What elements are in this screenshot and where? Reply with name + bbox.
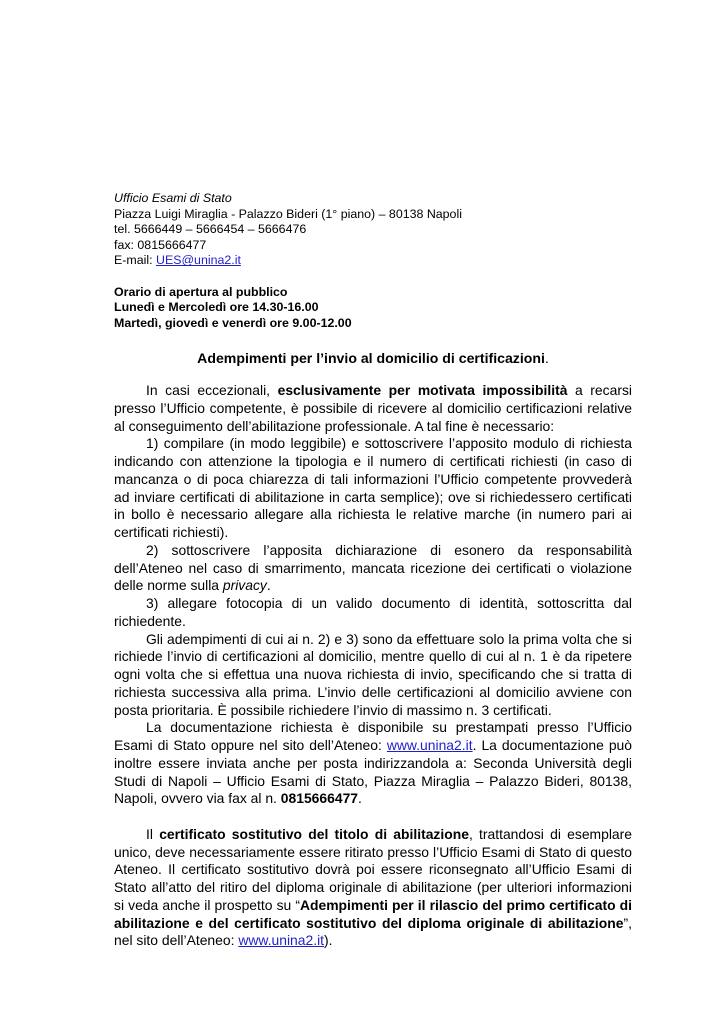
text-run: 2) sottoscrivere l’apposita dichiarazione di esonero da responsabilità dell’Ateneo nel caso di smarrimento, mancata ricezione dei certificati o violazione delle norme sulla — [114, 541, 632, 594]
hours-line-2: Martedì, giovedì e venerdì ore 9.00-12.00 — [114, 315, 352, 330]
text-run: ). — [324, 932, 333, 949]
text-run: . — [266, 577, 271, 594]
text-run: . — [358, 790, 362, 807]
paragraph-step-2 — [114, 542, 632, 595]
paragraph-step-3: 3) allegare fotocopia di un valido documento di identità, sottoscritta dal richiedente. — [114, 595, 632, 629]
office-phone: tel. 5666449 – 5666454 – 5666476 — [114, 222, 307, 237]
text-run: La documentazione richiesta è disponibile su prestampati presso l’Ufficio Esami di Stato oppure nel sito dell’Ateneo: — [114, 719, 632, 753]
hours-title: Orario di apertura al pubblico — [114, 284, 288, 299]
text-run: ”, nel sito dell’Ateneo: — [114, 914, 632, 949]
hours-line-1: Lunedì e Mercoledì ore 14.30-16.00 — [114, 300, 319, 315]
email-link[interactable]: UES@unina2.it — [156, 253, 241, 268]
text-run: . La documentazione può inoltre essere inviata anche per posta indirizzandola a: Seconda Università degli Studi di Napoli – Ufficio Esami di Stato, Piazza Miraglia – Palazzo Bideri, 80138, Napoli, ovvero via fax al n. — [114, 737, 633, 807]
office-fax: fax: 0815666477 — [114, 237, 207, 252]
paragraph-documentation — [114, 719, 632, 808]
email-label: E-mail: — [114, 253, 156, 268]
title-text: Adempimenti per l’invio al domicilio di certificazioni — [197, 350, 545, 366]
certificate-term: certificato sostitutivo del titolo di abilitazione — [159, 825, 469, 842]
text-run: In casi eccezionali, — [146, 382, 278, 398]
procedure-title: Adempimenti per il rilascio del primo certificato di abilitazione e del certificato sostitutivo del diploma originale di abilitazione — [114, 896, 632, 931]
office-email-line — [114, 253, 634, 269]
website-link[interactable]: www.unina2.it — [238, 932, 325, 949]
text-run: a recarsi presso l’Ufficio competente, è possibile di ricevere al domicilio certificazioni relative al conseguimento dell’abilitazione professionale. A tal fine è necessario: — [114, 382, 632, 434]
office-header — [114, 191, 634, 331]
paragraph-intro — [114, 382, 632, 435]
fax-number: 0815666477 — [280, 790, 359, 807]
office-address: Piazza Luigi Miraglia - Palazzo Bideri (1° piano) – 80138 Napoli — [114, 206, 462, 221]
document-title — [114, 349, 632, 367]
text-run: Il — [146, 825, 160, 842]
paragraph-certificate — [114, 826, 632, 950]
paragraph-step-1: 1) compilare (in modo leggibile) e sottoscrivere l’apposito modulo di richiesta indicando con attenzione la tipologia e il numero di certificati richiesti (in caso di mancanza o di poca chiarezza di tali informazioni l’Ufficio competente provvederà ad inviare certificati di abilitazione in carta semplice); ove si richiedessero certificati in bollo è necessario allegare alla richiesta le relative marche (in numero pari ai certificati richiesti). — [114, 435, 632, 540]
privacy-text: privacy — [222, 577, 267, 594]
website-link[interactable]: www.unina2.it — [386, 737, 473, 753]
title-period: . — [544, 350, 549, 366]
emphasis-text: esclusivamente per motivata impossibilità — [277, 382, 568, 398]
document-body — [114, 382, 632, 950]
office-name: Ufficio Esami di Stato — [114, 191, 232, 205]
text-run: , trattandosi di esemplare unico, deve necessariamente essere ritirato presso l’Ufficio Esami di Stato di questo Ateneo. Il certificato sostitutivo dovrà poi essere riconsegnato all’Ufficio Esami di Stato all’atto del ritiro del diploma originale di abilitazione (per ulteriori informazioni si veda anche il prospetto su “ — [114, 825, 633, 913]
paragraph-notes: Gli adempimenti di cui ai n. 2) e 3) sono da effettuare solo la prima volta che si richiede l’invio di certificazioni al domicilio, mentre quello di cui al n. 1 è da ripetere ogni volta che si effettua una nuova richiesta di invio, specificando che si tratta di richiesta successiva alla prima. L’invio delle certificazioni al domicilio avviene con posta prioritaria. È possibile richiedere l’invio di massimo n. 3 certificati. — [114, 630, 632, 718]
